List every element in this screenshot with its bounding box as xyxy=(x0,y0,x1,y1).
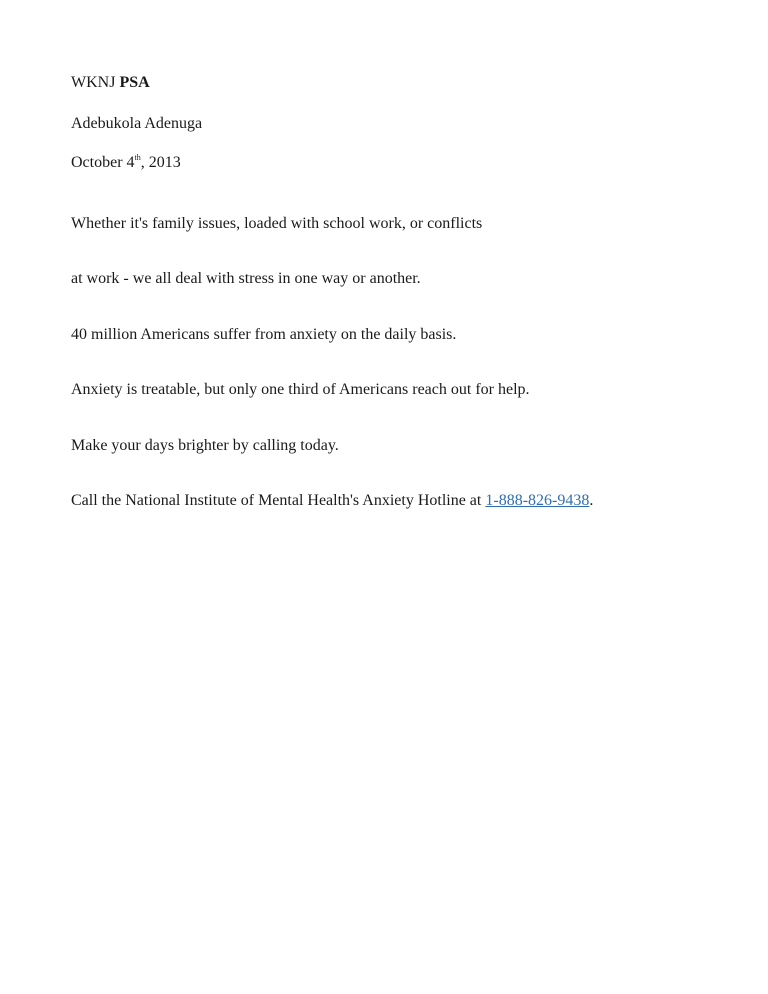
hotline-phone-link[interactable]: 1-888-826-9438 xyxy=(485,492,590,509)
psa-header xyxy=(71,73,150,93)
date-suffix: th xyxy=(134,153,141,162)
date-year: , 2013 xyxy=(140,154,181,171)
author-name: Adebukola Adenuga xyxy=(71,115,203,132)
body-line-5: Make your days brighter by calling today. xyxy=(71,437,339,454)
body-line-3: 40 million Americans suffer from anxiety on the daily basis. xyxy=(71,326,457,343)
body-line-1: Whether it's family issues, loaded with school work, or conflicts xyxy=(71,215,483,232)
document-date xyxy=(71,153,181,173)
body-line-2: at work - we all deal with stress in one way or another. xyxy=(71,270,421,287)
body-line-6 xyxy=(71,491,593,511)
hotline-period: . xyxy=(589,492,594,509)
station-name: WKNJ xyxy=(71,74,116,91)
date-month-day: October 4 xyxy=(71,154,135,171)
body-line-4: Anxiety is treatable, but only one third of Americans reach out for help. xyxy=(71,381,530,398)
psa-label: PSA xyxy=(119,74,150,91)
hotline-text: Call the National Institute of Mental Health's Anxiety Hotline at xyxy=(71,492,486,509)
